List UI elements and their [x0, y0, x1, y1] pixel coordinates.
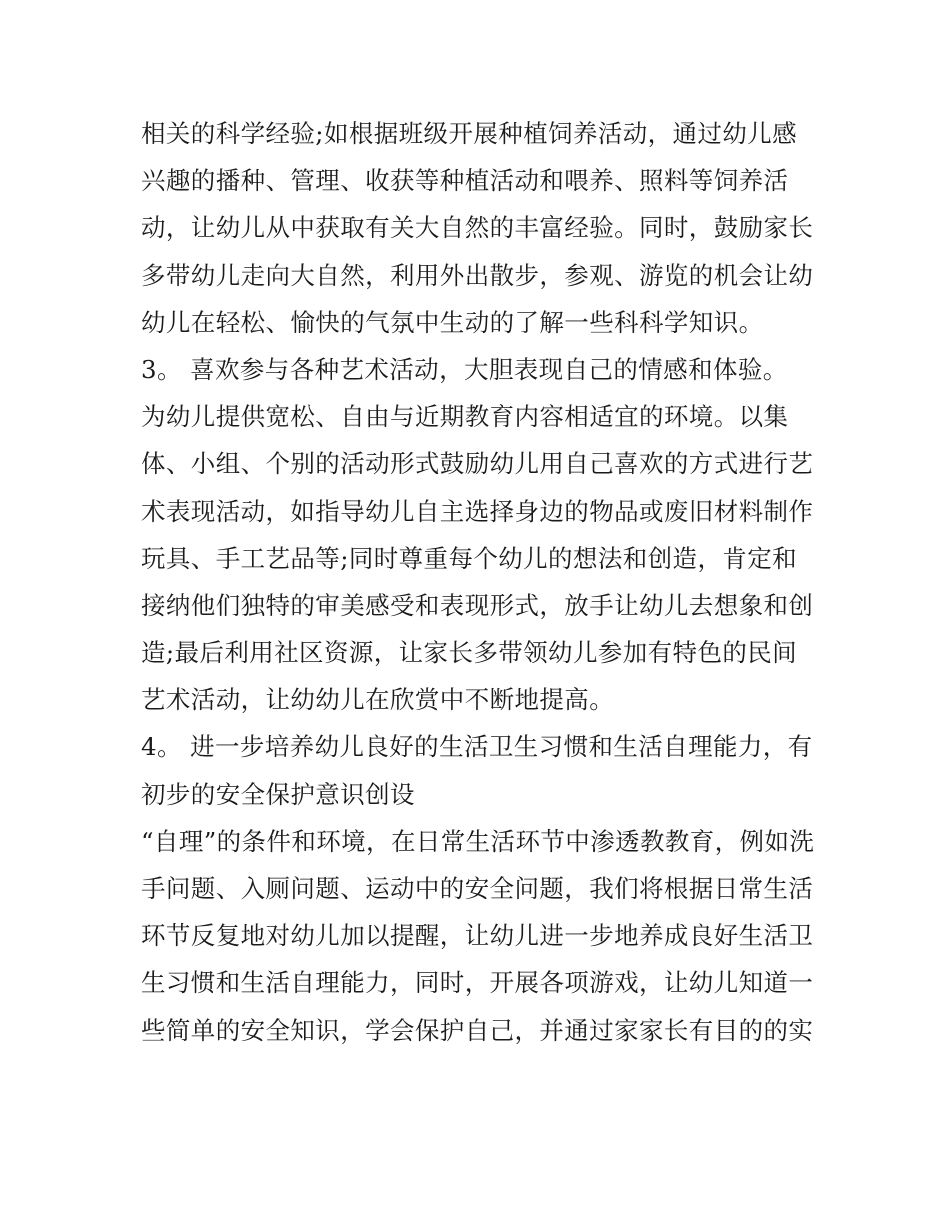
- text-line: 多带幼儿走向大自然，利用外出散步，参观、游览的机会让幼: [141, 260, 814, 290]
- text-line: 体、小组、个别的活动形式鼓励幼儿用自己喜欢的方式进行艺: [141, 449, 814, 479]
- body-text: [141, 110, 841, 1054]
- section-heading-4: 4。 进一步培养幼儿良好的生活卫生习惯和生活自理能力，有: [141, 732, 813, 762]
- text-line: 动，让幼儿从中获取有关大自然的丰富经验。同时，鼓励家长: [141, 213, 814, 243]
- text-line: 相关的科学经验;如根据班级开展种植饲养活动，通过幼儿感: [141, 119, 798, 148]
- text-line: 为幼儿提供宽松、自由与近期教育内容相适宜的环境。以集: [141, 402, 789, 432]
- text-line: 术表现活动，如指导幼儿自主选择身边的物品或废旧材料制作: [141, 496, 814, 526]
- text-line: 手问题、入厕问题、运动中的安全问题，我们将根据日常生活: [141, 874, 814, 903]
- text-line: 艺术活动，让幼幼儿在欣赏中不断地提高。: [141, 685, 615, 715]
- text-line: 造;最后利用社区资源，让家长多带领幼儿参加有特色的民间: [141, 638, 798, 668]
- text-line: 生习惯和生活自理能力，同时，开展各项游戏，让幼儿知道一: [141, 968, 814, 998]
- text-line: 环节反复地对幼儿加以提醒，让幼儿进一步地养成良好生活卫: [141, 921, 814, 951]
- text-line: 玩具、手工艺品等;同时尊重每个幼儿的想法和创造，肯定和: [141, 543, 798, 573]
- text-line: “自理”的条件和环境，在日常生活环节中渗透教教育，例如洗: [141, 826, 815, 856]
- text-line: 接纳他们独特的审美感受和表现形式，放手让幼儿去想象和创: [141, 590, 814, 620]
- section-heading-3: 3。 喜欢参与各种艺术活动，大胆表现自己的情感和体验。: [141, 354, 788, 384]
- text-line: 些简单的安全知识，学会保护自己，并通过家家长有目的的实: [141, 1015, 814, 1045]
- text-line: 初步的安全保护意识创设: [141, 779, 415, 809]
- text-line: 兴趣的播种、管理、收获等种植活动和喂养、照料等饲养活: [141, 166, 789, 196]
- text-line: 幼儿在轻松、愉快的气氛中生动的了解一些科科学知识。: [141, 307, 764, 337]
